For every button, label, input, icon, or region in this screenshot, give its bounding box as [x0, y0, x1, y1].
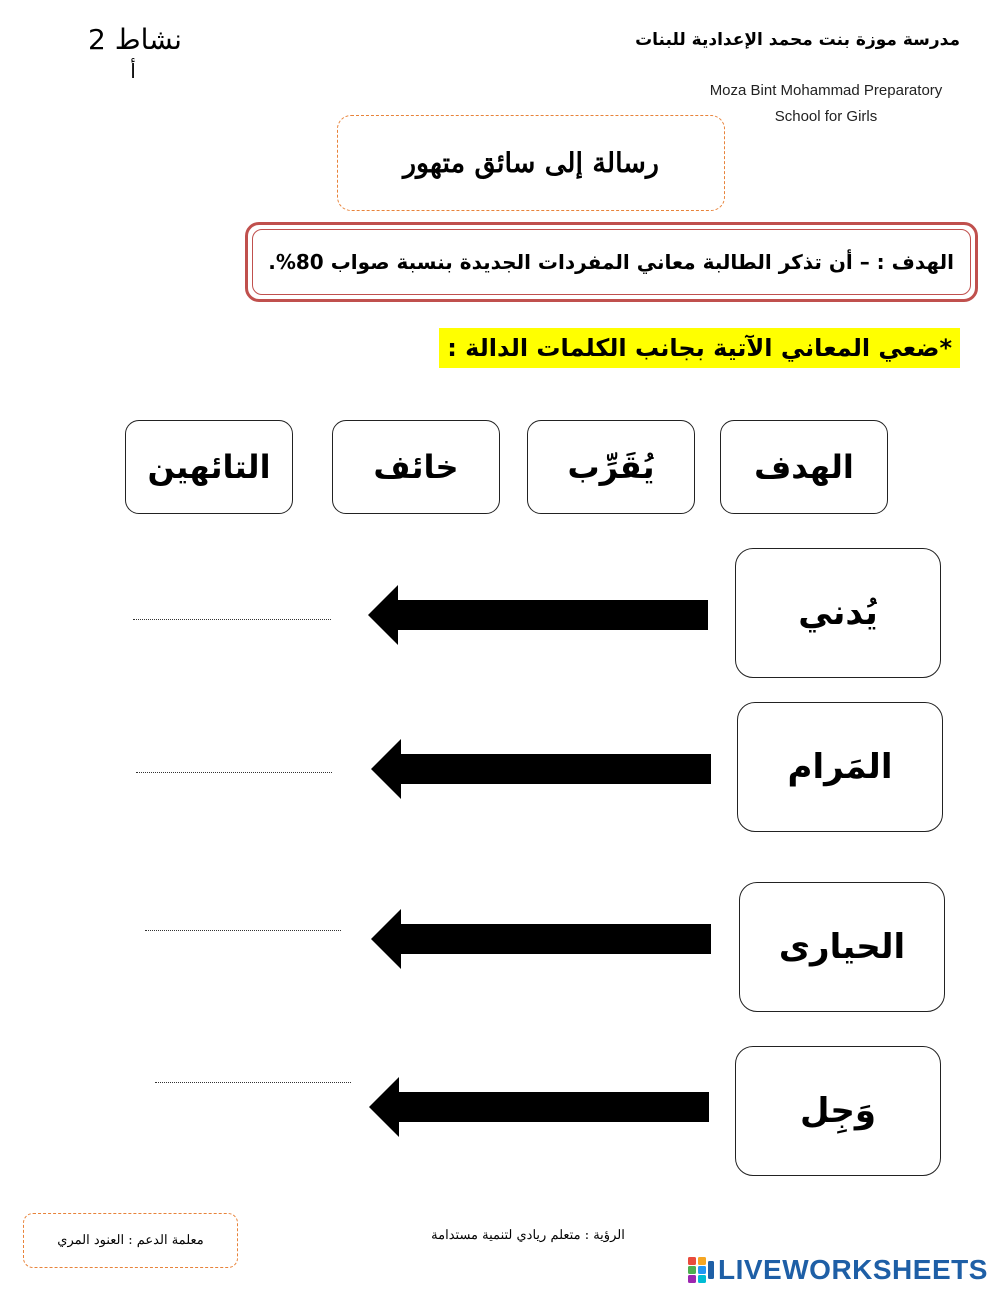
answer-line[interactable]	[136, 772, 332, 773]
word-bank-item[interactable]: الهدف	[720, 420, 888, 514]
left-arrow-icon	[368, 585, 710, 645]
vocab-word-box: يُدني	[735, 548, 941, 678]
goal-text: الهدف : – أن تذكر الطالبة معاني المفردات الجديدة بنسبة صواب 80%.	[268, 250, 954, 274]
answer-line[interactable]	[155, 1082, 351, 1083]
left-arrow-icon	[371, 739, 713, 799]
liveworksheets-wordmark: LIVEWORKSHEETS	[718, 1254, 988, 1285]
school-name-arabic: مدرسة موزة بنت محمد الإعدادية للبنات	[635, 30, 960, 50]
vocab-word-box: وَجِل	[735, 1046, 941, 1176]
liveworksheets-logo-icon	[688, 1257, 716, 1283]
activity-subtitle: أ	[130, 59, 136, 83]
left-arrow-icon	[369, 1077, 711, 1137]
school-vision: الرؤية : متعلم ريادي لتنمية مستدامة	[431, 1228, 625, 1243]
vocab-word-box: المَرام	[737, 702, 943, 832]
word-bank-item[interactable]: خائف	[332, 420, 500, 514]
word-bank-item[interactable]: التائهين	[125, 420, 293, 514]
goal-box	[245, 222, 978, 302]
teacher-box	[23, 1213, 238, 1268]
answer-line[interactable]	[133, 619, 331, 620]
school-name-english: Moza Bint Mohammad Preparatory School for Girls	[709, 82, 943, 125]
answer-line[interactable]	[145, 930, 341, 931]
lesson-title-box	[337, 115, 725, 211]
word-bank-item[interactable]: يُقَرِّب	[527, 420, 695, 514]
liveworksheets-brand[interactable]	[688, 1254, 988, 1286]
goal-inner-frame	[252, 229, 971, 295]
left-arrow-icon	[371, 909, 713, 969]
vocab-word-box: الحيارى	[739, 882, 945, 1012]
activity-title: نشاط 2	[88, 23, 182, 56]
lesson-title: رسالة إلى سائق متهور	[403, 147, 659, 179]
teacher-name: معلمة الدعم : العنود المري	[57, 1233, 204, 1248]
instruction-text: *ضعي المعاني الآتية بجانب الكلمات الدالة :	[439, 328, 960, 368]
